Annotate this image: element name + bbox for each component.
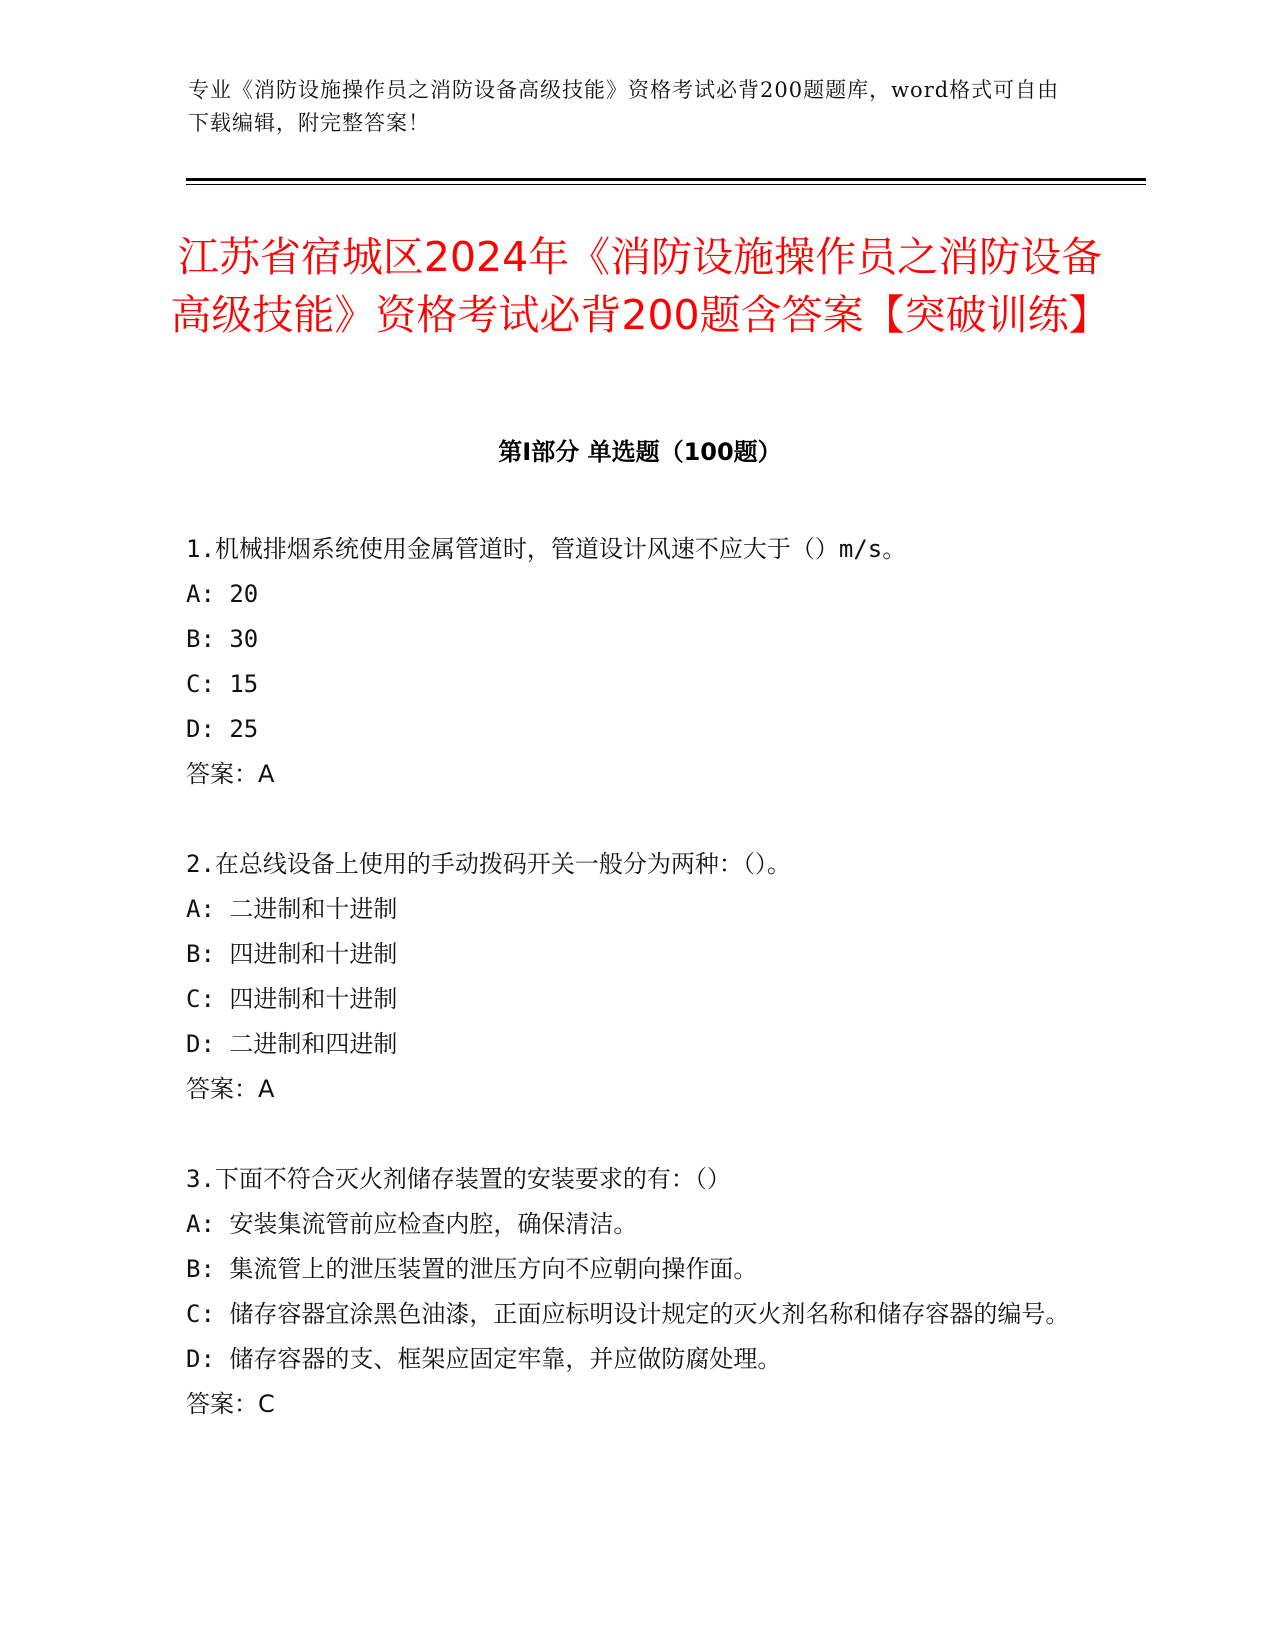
question-stem: 3.下面不符合灭火剂储存装置的安装要求的有：（） (186, 1165, 731, 1193)
option-d: D: 储存容器的支、框架应固定牢靠，并应做防腐处理。 (186, 1345, 782, 1373)
header-divider-thin (186, 184, 1146, 185)
question-2 (186, 842, 1086, 1112)
option-a: A: 安装集流管前应检查内腔，确保清洁。 (186, 1210, 638, 1238)
option-c: C: 储存容器宜涂黑色油漆，正面应标明设计规定的灭火剂名称和储存容器的编号。 (186, 1300, 1070, 1328)
option-d: D: 25 (186, 715, 259, 743)
header-divider-thick (186, 178, 1146, 181)
section-title: 第I部分 单选题（100题） (498, 438, 782, 466)
question-stem: 2.在总线设备上使用的手动拨码开关一般分为两种：（）。 (186, 850, 791, 878)
document-title: 江苏省宿城区2024年《消防设施操作员之消防设备高级技能》资格考试必背200题含答案【突破训练】 (170, 233, 1110, 339)
question-3 (186, 1157, 1086, 1427)
option-a: A: 20 (186, 580, 259, 608)
option-c: C: 四进制和十进制 (186, 985, 398, 1013)
option-b: B: 30 (186, 625, 259, 653)
header-note: 专业《消防设施操作员之消防设备高级技能》资格考试必背200题题库，word格式可自由下载编辑，附完整答案！ (188, 78, 1060, 135)
answer: 答案：A (186, 1075, 275, 1103)
option-d: D: 二进制和四进制 (186, 1030, 398, 1058)
option-c: C: 15 (186, 670, 259, 698)
option-b: B: 集流管上的泄压装置的泄压方向不应朝向操作面。 (186, 1255, 758, 1283)
option-a: A: 二进制和十进制 (186, 895, 398, 923)
question-stem: 1.机械排烟系统使用金属管道时，管道设计风速不应大于（）m/s。 (186, 535, 907, 563)
answer: 答案：A (186, 760, 275, 788)
answer: 答案：C (186, 1390, 275, 1418)
option-b: B: 四进制和十进制 (186, 940, 398, 968)
question-1 (186, 527, 1086, 797)
question-list (186, 527, 1086, 1472)
